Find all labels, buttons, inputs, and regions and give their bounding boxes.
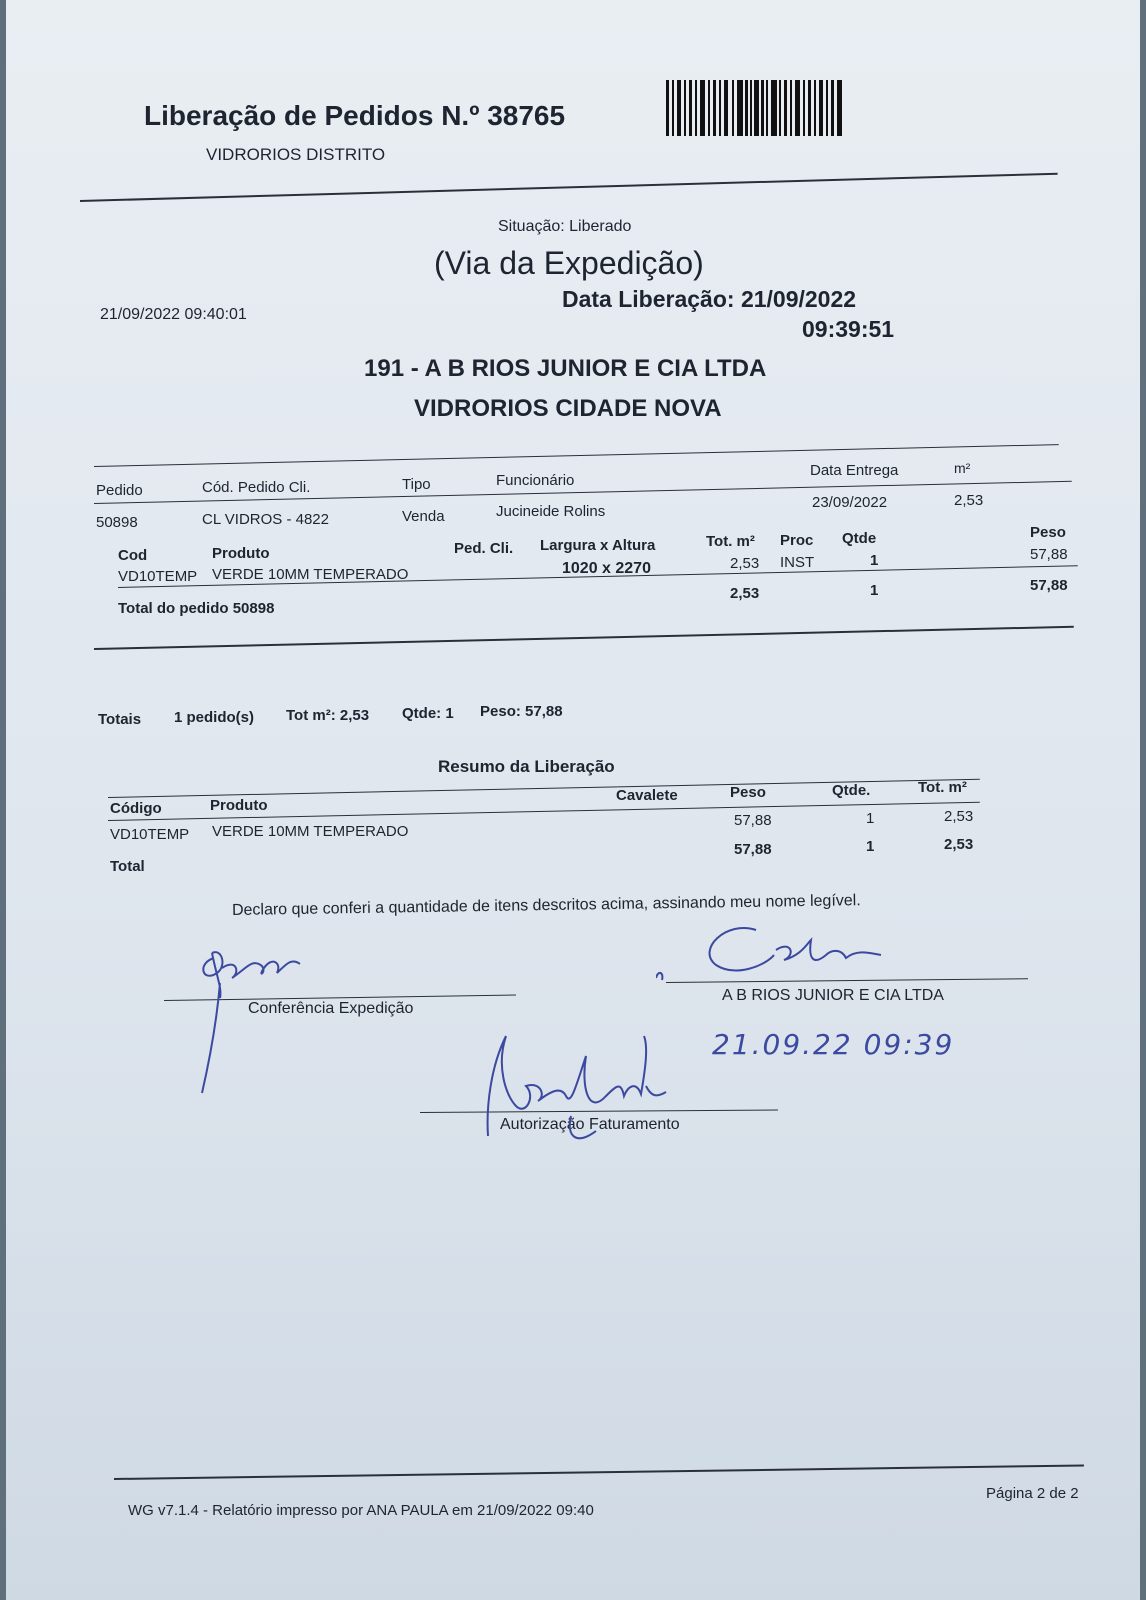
- signature-autorizacao: [476, 1026, 676, 1156]
- document-page: [6, 0, 1140, 1600]
- order-top-rule: [94, 444, 1059, 467]
- client-name: 191 - A B RIOS JUNIOR E CIA LTDA: [364, 355, 767, 382]
- summary-total-peso: 57,88: [734, 841, 772, 858]
- totals-peso: Peso: 57,88: [480, 703, 563, 720]
- order-data-entrega: 23/09/2022: [812, 494, 888, 511]
- item-proc: INST: [780, 554, 815, 571]
- footer-printed-by: WG v7.1.4 - Relatório impresso por ANA PAULA em 21/09/2022 09:40: [128, 1502, 594, 1519]
- col-m2: m²: [954, 460, 971, 476]
- summary-total-tot-m2: 2,53: [944, 836, 974, 853]
- order-total-m2: 2,53: [730, 585, 760, 602]
- barcode-icon: [666, 80, 842, 136]
- col-cod-cli: Cód. Pedido Cli.: [202, 479, 311, 496]
- status-text: Situação: Liberado: [498, 218, 632, 235]
- summary-col-codigo: Código: [110, 800, 162, 817]
- col-tipo: Tipo: [402, 476, 431, 493]
- summary-col-peso: Peso: [730, 784, 766, 801]
- summary-total-qtde: 1: [866, 838, 875, 855]
- col-cod: Cod: [118, 547, 148, 564]
- order-total-qtde: 1: [870, 582, 879, 599]
- totals-label: Totais: [98, 711, 142, 728]
- item-peso: 57,88: [1030, 546, 1068, 563]
- client-sign-label: A B RIOS JUNIOR E CIA LTDA: [722, 987, 944, 1004]
- summary-total-label: Total: [110, 858, 145, 875]
- summary-peso: 57,88: [734, 812, 772, 829]
- copy-label: (Via da Expedição): [434, 245, 704, 281]
- autorizacao-label: Autorização Faturamento: [500, 1116, 680, 1133]
- totals-qtde: Qtde: 1: [402, 705, 454, 722]
- page-title: Liberação de Pedidos N.º 38765: [144, 100, 566, 131]
- summary-title: Resumo da Liberação: [438, 757, 615, 776]
- summary-col-produto: Produto: [210, 797, 268, 814]
- col-tot-m2: Tot. m²: [706, 533, 755, 550]
- signature-conferencia: [192, 928, 322, 1098]
- order-cod-cli: CL VIDROS - 4822: [202, 511, 329, 528]
- col-data-entrega: Data Entrega: [810, 462, 899, 479]
- totals-pedidos: 1 pedido(s): [174, 709, 255, 726]
- signature-client: [656, 910, 906, 990]
- order-pedido: 50898: [96, 514, 138, 531]
- summary-codigo: VD10TEMP: [110, 826, 190, 843]
- printed-timestamp: 21/09/2022 09:40:01: [100, 306, 247, 323]
- conferencia-label: Conferência Expedição: [248, 1000, 414, 1017]
- order-funcionario: Jucineide Rolins: [496, 503, 606, 520]
- order-m2: 2,53: [954, 492, 984, 509]
- liberation-date: Data Liberação: 21/09/2022: [562, 286, 857, 312]
- col-funcionario: Funcionário: [496, 472, 575, 489]
- declaration-text: Declaro que conferi a quantidade de itens descritos acima, assinando meu nome legível.: [231, 892, 861, 919]
- item-qtde: 1: [870, 552, 879, 569]
- summary-produto: VERDE 10MM TEMPERADO: [212, 823, 409, 840]
- item-produto: VERDE 10MM TEMPERADO: [212, 566, 409, 583]
- client-store: VIDRORIOS CIDADE NOVA: [414, 395, 722, 422]
- col-peso: Peso: [1030, 524, 1066, 541]
- col-proc: Proc: [780, 532, 814, 549]
- summary-col-qtde: Qtde.: [832, 782, 871, 799]
- header-divider: [80, 173, 1058, 202]
- totals-m2: Tot m²: 2,53: [286, 707, 370, 724]
- summary-col-tot-m2: Tot. m²: [918, 779, 967, 796]
- order-total-peso: 57,88: [1030, 577, 1068, 594]
- col-pedido: Pedido: [96, 482, 143, 499]
- item-tot-m2: 2,53: [730, 555, 760, 572]
- item-largura-altura: 1020 x 2270: [562, 560, 651, 577]
- order-tipo: Venda: [402, 508, 445, 525]
- company-name: VIDRORIOS DISTRITO: [206, 145, 386, 164]
- handwritten-date: 21.09.22 09:39: [712, 1028, 955, 1061]
- item-cod: VD10TEMP: [118, 568, 198, 585]
- order-total-label: Total do pedido 50898: [118, 600, 275, 617]
- order-bottom-rule: [94, 626, 1074, 650]
- page-number: Página 2 de 2: [986, 1485, 1079, 1502]
- summary-qtde: 1: [866, 810, 875, 827]
- summary-tot-m2: 2,53: [944, 808, 974, 825]
- col-ped-cli: Ped. Cli.: [454, 540, 514, 557]
- col-produto: Produto: [212, 545, 270, 562]
- col-largura-altura: Largura x Altura: [540, 537, 656, 554]
- liberation-time: 09:39:51: [802, 316, 895, 342]
- col-qtde: Qtde: [842, 530, 877, 547]
- footer-rule: [114, 1464, 1084, 1480]
- summary-col-cavalete: Cavalete: [616, 787, 678, 804]
